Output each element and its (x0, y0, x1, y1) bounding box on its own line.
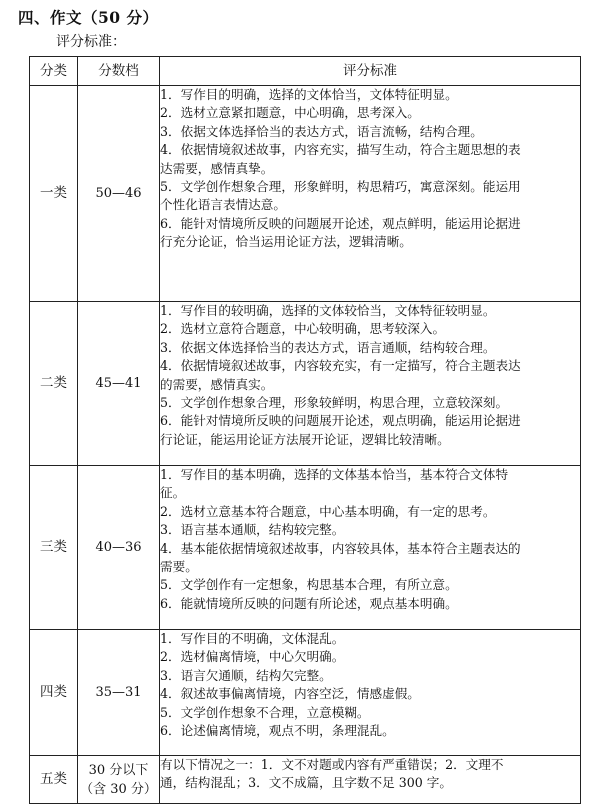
row-score-band: 40—36 (78, 466, 160, 630)
criteria-line: 征。 (160, 485, 186, 501)
criteria-line: 1．写作目的较明确，选择的文体较恰当，文体特征较明显。 (160, 303, 496, 318)
criteria-line: 6．能针对情境所反映的问题展开论述，观点鲜明，能运用论据进 (160, 215, 521, 231)
section-subtitle: 评分标准： (56, 34, 126, 50)
criteria-line: 2．选材立意符合题意，中心较明确，思考较深入。 (160, 321, 446, 337)
row-score-band: 35—31 (78, 630, 160, 756)
criteria-line: 5．文学创作想象合理，形象鲜明，构思精巧，寓意深刻。能运用 (160, 179, 521, 195)
criteria-line: 6．论述偏离情境，观点不明，条理混乱。 (160, 723, 395, 739)
criteria-line: 5．文学创作有一定想象，构思基本合理，有所立意。 (160, 577, 458, 593)
row-criteria (160, 302, 581, 466)
row-score-band (78, 756, 160, 804)
row-score-band: 45—41 (78, 302, 160, 466)
criteria-line: 5．文学创作想象合理，形象较鲜明，构思合理，立意较深刻。 (160, 395, 509, 411)
row-criteria (160, 86, 581, 302)
criteria-line: 5．文学创作想象不合理，立意模糊。 (160, 704, 370, 720)
criteria-line: 需要。 (160, 559, 198, 575)
row-category: 四类 (30, 630, 78, 756)
header-category: 分类 (30, 57, 78, 86)
table-row (30, 630, 581, 756)
criteria-line: 通，结构混乱；3．文不成篇，且字数不足 300 字。 (160, 775, 452, 791)
criteria-line: 4．依据情境叙述故事，内容充实，描写生动，符合主题思想的表 (160, 142, 521, 158)
criteria-line: 1．写作目的明确，选择的文体恰当，文体特征明显。 (160, 87, 458, 102)
table-row (30, 86, 581, 302)
criteria-line: 2．选材偏离情境，中心欠明确。 (160, 649, 345, 665)
row-score-band: 50—46 (78, 86, 160, 302)
criteria-line: 1．写作目的不明确，文体混乱。 (160, 631, 345, 646)
criteria-line: 3．语言欠通顺，结构欠完整。 (160, 667, 332, 683)
score-band-line: 30 分以下 (88, 762, 149, 778)
row-criteria (160, 630, 581, 756)
criteria-line: 有以下情况之一：1．文不对题或内容有严重错误；2．文理不 (160, 757, 504, 772)
criteria-line: 2．选材立意基本符合题意，中心基本明确，有一定的思考。 (160, 503, 496, 519)
criteria-line: 3．依据文体选择恰当的表达方式，语言流畅，结构合理。 (160, 123, 483, 139)
row-category: 五类 (30, 756, 78, 804)
criteria-line: 6．能针对情境所反映的问题展开论述，观点明确，能运用论据进 (160, 413, 521, 429)
criteria-line: 2．选材立意紧扣题意，中心明确，思考深入。 (160, 105, 420, 121)
table-row (30, 756, 581, 804)
table-header-row (30, 57, 581, 86)
row-category: 三类 (30, 466, 78, 630)
criteria-line: 3．依据文体选择恰当的表达方式，语言通顺，结构较合理。 (160, 339, 496, 355)
row-criteria (160, 756, 581, 804)
criteria-line: 个性化语言表情达意。 (160, 197, 286, 213)
table-row (30, 466, 581, 630)
criteria-line: 4．基本能依据情境叙述故事，内容较具体，基本符合主题表达的 (160, 540, 521, 556)
criteria-line: 的需要，感情真实。 (160, 376, 274, 392)
row-criteria (160, 466, 581, 630)
criteria-line: 4．叙述故事偏离情境，内容空泛，情感虚假。 (160, 686, 420, 702)
criteria-line: 行充分论证，恰当运用论证方法，逻辑清晰。 (160, 234, 412, 250)
table-row (30, 302, 581, 466)
criteria-line: 6．能就情境所反映的问题有所论述，观点基本明确。 (160, 595, 458, 611)
criteria-line: 1．写作目的基本明确，选择的文体基本恰当，基本符合文体特 (160, 467, 509, 482)
score-band-line: （含 30 分） (80, 781, 157, 797)
grading-rubric-table (29, 56, 581, 804)
header-criteria: 评分标准 (160, 57, 581, 86)
section-title: 四、作文（50 分） (18, 8, 159, 27)
criteria-line: 3．语言基本通顺，结构较完整。 (160, 522, 345, 538)
criteria-line: 行论证，能运用论证方法展开论证，逻辑比较清晰。 (160, 431, 450, 447)
criteria-line: 4．依据情境叙述故事，内容较充实，有一定描写，符合主题表达 (160, 358, 521, 374)
row-category: 一类 (30, 86, 78, 302)
criteria-line: 达需要，感情真挚。 (160, 160, 274, 176)
row-category: 二类 (30, 302, 78, 466)
header-score-band: 分数档 (78, 57, 160, 86)
